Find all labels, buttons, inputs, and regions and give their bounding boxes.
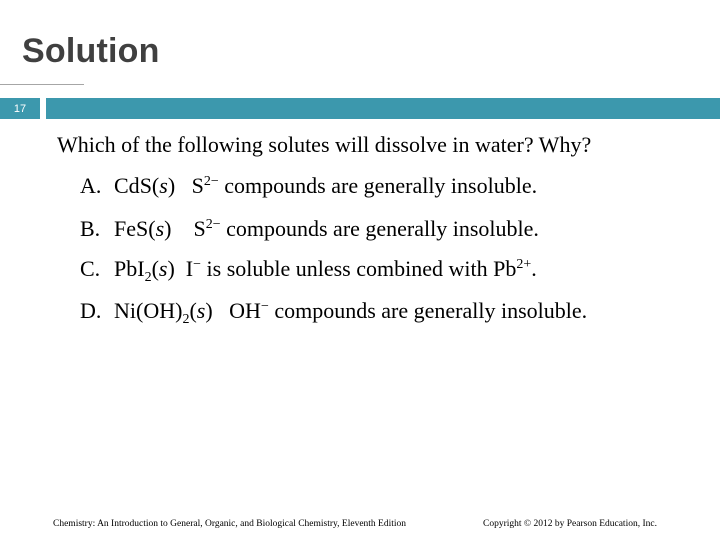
- answer-a: [80, 173, 537, 199]
- footer-copyright: Copyright © 2012 by Pearson Education, Inc.: [483, 519, 657, 529]
- explanation-text: is soluble unless combined with Pb: [206, 256, 517, 281]
- ion-formula: $S^{2-}$: [193, 216, 221, 241]
- accent-bar: [46, 98, 720, 119]
- solute-formula: $Ni(OH)_2(s)$: [114, 298, 213, 327]
- explanation-text: compounds are generally insoluble.: [274, 298, 588, 323]
- answer-letter: B.: [80, 216, 101, 241]
- footer-citation: Chemistry: An Introduction to General, Organic, and Biological Chemistry, Eleventh Edition: [53, 519, 407, 529]
- answer-d: [80, 298, 588, 327]
- explanation-text: compounds are generally insoluble.: [224, 173, 538, 198]
- answer-letter: D.: [80, 298, 102, 323]
- slide-number: 17: [0, 98, 40, 119]
- cation-charge: 2+: [516, 257, 532, 272]
- answer-c: C. PbI$_2$(s) I− is soluble unless combined with $Pb^{2+}$.: [80, 256, 537, 285]
- answer-letter: C.: [80, 256, 101, 281]
- title-divider: [0, 84, 84, 85]
- explanation-text: compounds are generally insoluble.: [226, 216, 539, 241]
- answer-b: [80, 216, 539, 242]
- ion-formula: I−: [185, 256, 202, 281]
- ion-formula: OH−: [229, 298, 269, 323]
- answer-letter: A.: [80, 173, 102, 198]
- solute-formula: FeS(s): [114, 216, 172, 241]
- solute-formula: CdS(s): [114, 173, 176, 198]
- slide-title: Solution: [22, 32, 160, 70]
- question-text: Which of the following solutes will dissolve in water? Why?: [57, 132, 592, 157]
- ion-formula: $S^{2-}$: [191, 173, 219, 198]
- solute-formula: PbI$_2$(s): [114, 256, 175, 285]
